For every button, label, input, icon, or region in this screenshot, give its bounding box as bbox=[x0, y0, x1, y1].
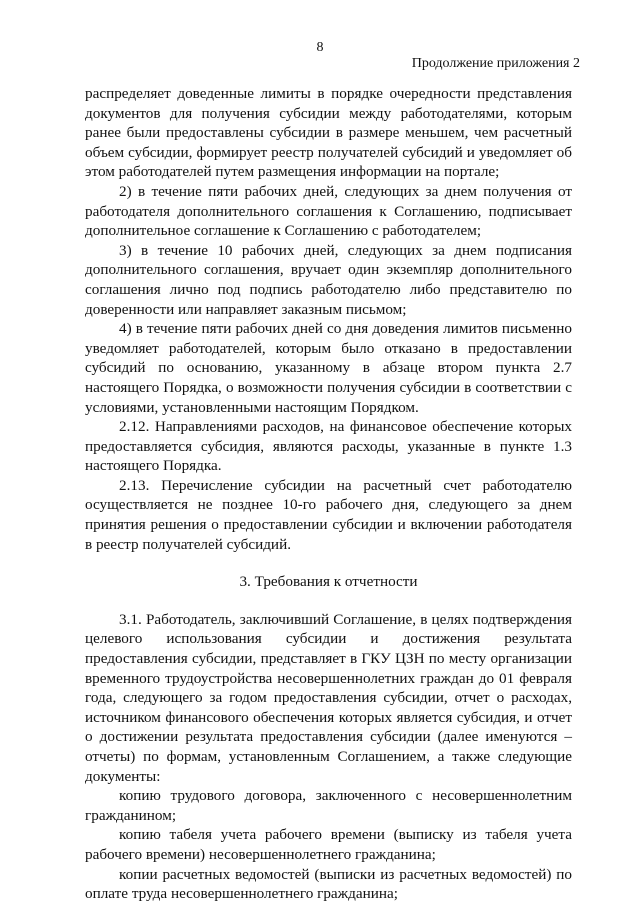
appendix-note: Продолжение приложения 2 bbox=[411, 56, 580, 71]
paragraph: 2) в течение пяти рабочих дней, следующих за днем получения от работодателя дополнительного соглашения к Соглашению, подписывает дополнительное соглашение к Соглашению с работодателем; bbox=[85, 182, 572, 240]
paragraph: 2.13. Перечисление субсидии на расчетный счет работодателю осуществляется не позднее 10-го рабочего дня, следующего за днем принятия решения о предоставлении субсидии и включении работодателя в реестр получателей субсидий. bbox=[85, 476, 572, 553]
paragraph: копию табеля учета рабочего времени (выписку из табеля учета рабочего времени) несовершеннолетнего гражданина; bbox=[85, 826, 572, 863]
paragraph: 2.12. Направлениями расходов, на финансовое обеспечение которых предоставляется субсидия, являются расходы, указанные в пункте 1.3 настоящего Порядка. bbox=[85, 418, 572, 475]
document-body bbox=[85, 84, 572, 904]
page-number: 8 bbox=[316, 40, 324, 55]
paragraph: копии расчетных ведомостей (выписки из расчетных ведомостей) по оплате труда несовершеннолетнего гражданина; bbox=[85, 865, 572, 903]
section-heading: 3. Требования к отчетности bbox=[239, 573, 418, 591]
paragraph: 4) в течение пяти рабочих дней со дня доведения лимитов письменно уведомляет работодателей, которым было отказано в предоставлении субсидий по основанию, указанному в абзаце втором пункта 2.7 настоящего Порядка, о возможности получения субсидии в соответствии с условиями, установленными настоящим Порядком. bbox=[85, 320, 572, 416]
paragraph: распределяет доведенные лимиты в порядке очередности представления документов для получения субсидии между работодателями, которым ранее были предоставлены субсидии в размере меньшем, чем расчетный объем субсидии, формирует реестр получателей субсидий и уведомляет об этом работодателей путем размещения информации на портале; bbox=[85, 85, 572, 181]
paragraph: 3.1. Работодатель, заключивший Соглашение, в целях подтверждения целевого использования субсидии и достижения результата предоставления субсидии, представляет в ГКУ ЦЗН по месту организации временного трудоустройства несовершеннолетних граждан до 01 февраля года, следующего за годом предоставления субсидии, отчет о расходах, источником финансового обеспечения которых является субсидия, и отчет о достижении результата предоставления субсидии (далее именуются – отчеты) по формам, установленным Соглашением, а также следующие документы: bbox=[85, 610, 572, 785]
paragraph: копию трудового договора, заключенного с несовершеннолетним гражданином; bbox=[85, 787, 572, 824]
paragraph: 3) в течение 10 рабочих дней, следующих за днем подписания дополнительного соглашения, вручает один экземпляр дополнительного соглашения лично под подпись работодателю либо представителю по доверенности или направляет заказным письмом; bbox=[85, 241, 572, 318]
